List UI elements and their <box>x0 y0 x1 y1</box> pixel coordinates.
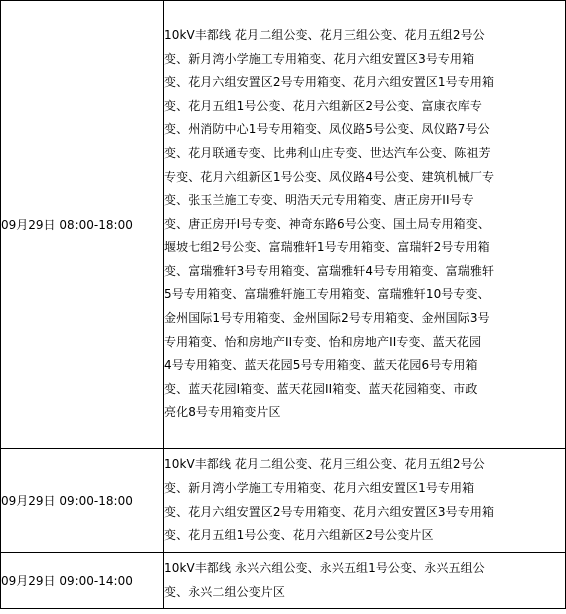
area-line: 亮化8号专用箱变片区 <box>164 405 281 420</box>
area-line: 4号专用箱变、蓝天花园5号专用箱变、蓝天花园6号专用箱 <box>164 358 478 373</box>
area-line: 变、花月六组安置区2号专用箱变、花月六组安置区1号专用箱 <box>164 75 495 90</box>
table-row <box>1 553 566 609</box>
area-line: 5号专用箱变、富瑞雅轩施工专用箱变、富瑞雅轩10号专变、 <box>164 287 490 302</box>
area-line: 专变、花月六组新区1号公变、凤仪路4号公变、建筑机械厂专 <box>164 169 495 184</box>
outage-area-cell <box>164 1 566 449</box>
table-row <box>1 449 566 553</box>
area-line: 变、富瑞雅轩3号专用箱变、富瑞雅轩4号专用箱变、富瑞雅轩 <box>164 263 495 278</box>
area-line: 堰坡七组2号公变、富瑞雅轩1号专用箱变、富瑞轩2号专用箱 <box>164 240 490 255</box>
area-line: 10kV丰都线 花月二组公变、花月三组公变、花月五组2号公 <box>164 457 485 472</box>
table-row <box>1 1 566 449</box>
area-line: 10kV丰都线 永兴六组公变、永兴五组1号公变、永兴五组公 <box>164 560 485 575</box>
area-line: 金州国际1号专用箱变、金州国际2号专用箱变、金州国际3号 <box>164 311 490 326</box>
area-line: 变、新月湾小学施工专用箱变、花月六组安置区1号专用箱 <box>164 480 475 495</box>
outage-time-cell: 09月29日 08:00-18:00 <box>1 1 164 449</box>
area-line: 变、新月湾小学施工专用箱变、花月六组安置区3号专用箱 <box>164 51 475 66</box>
area-line: 变、花月五组1号公变、花月六组新区2号公变片区 <box>164 528 434 543</box>
outage-time-cell: 09月29日 09:00-18:00 <box>1 449 164 553</box>
area-line: 变、花月联通专变、比弗利山庄专变、世达汽车公变、陈祖芳 <box>164 145 491 160</box>
area-line: 变、州消防中心1号专用箱变、凤仪路5号公变、凤仪路7号公 <box>164 122 490 137</box>
area-line: 变、唐正房开I号专变、神奇东路6号公变、国土局专用箱变、 <box>164 216 490 231</box>
area-line: 变、张玉兰施工专变、明浩天元专用箱变、唐正房开II号专 <box>164 193 474 208</box>
area-line: 变、花月五组1号公变、花月六组新区2号公变、富康衣库专 <box>164 98 482 113</box>
outage-time-cell: 09月29日 09:00-14:00 <box>1 553 164 609</box>
area-line: 变、花月六组安置区2号专用箱变、花月六组安置区3号专用箱 <box>164 504 495 519</box>
area-line: 变、永兴二组公变片区 <box>164 584 286 599</box>
outage-area-cell <box>164 449 566 553</box>
area-line: 专用箱变、怡和房地产II专变、怡和房地产II专变、蓝天花园 <box>164 334 482 349</box>
area-line: 10kV丰都线 花月二组公变、花月三组公变、花月五组2号公 <box>164 27 485 42</box>
outage-area-cell <box>164 553 566 609</box>
area-line: 变、蓝天花园I箱变、蓝天花园II箱变、蓝天花园箱变、市政 <box>164 381 478 396</box>
